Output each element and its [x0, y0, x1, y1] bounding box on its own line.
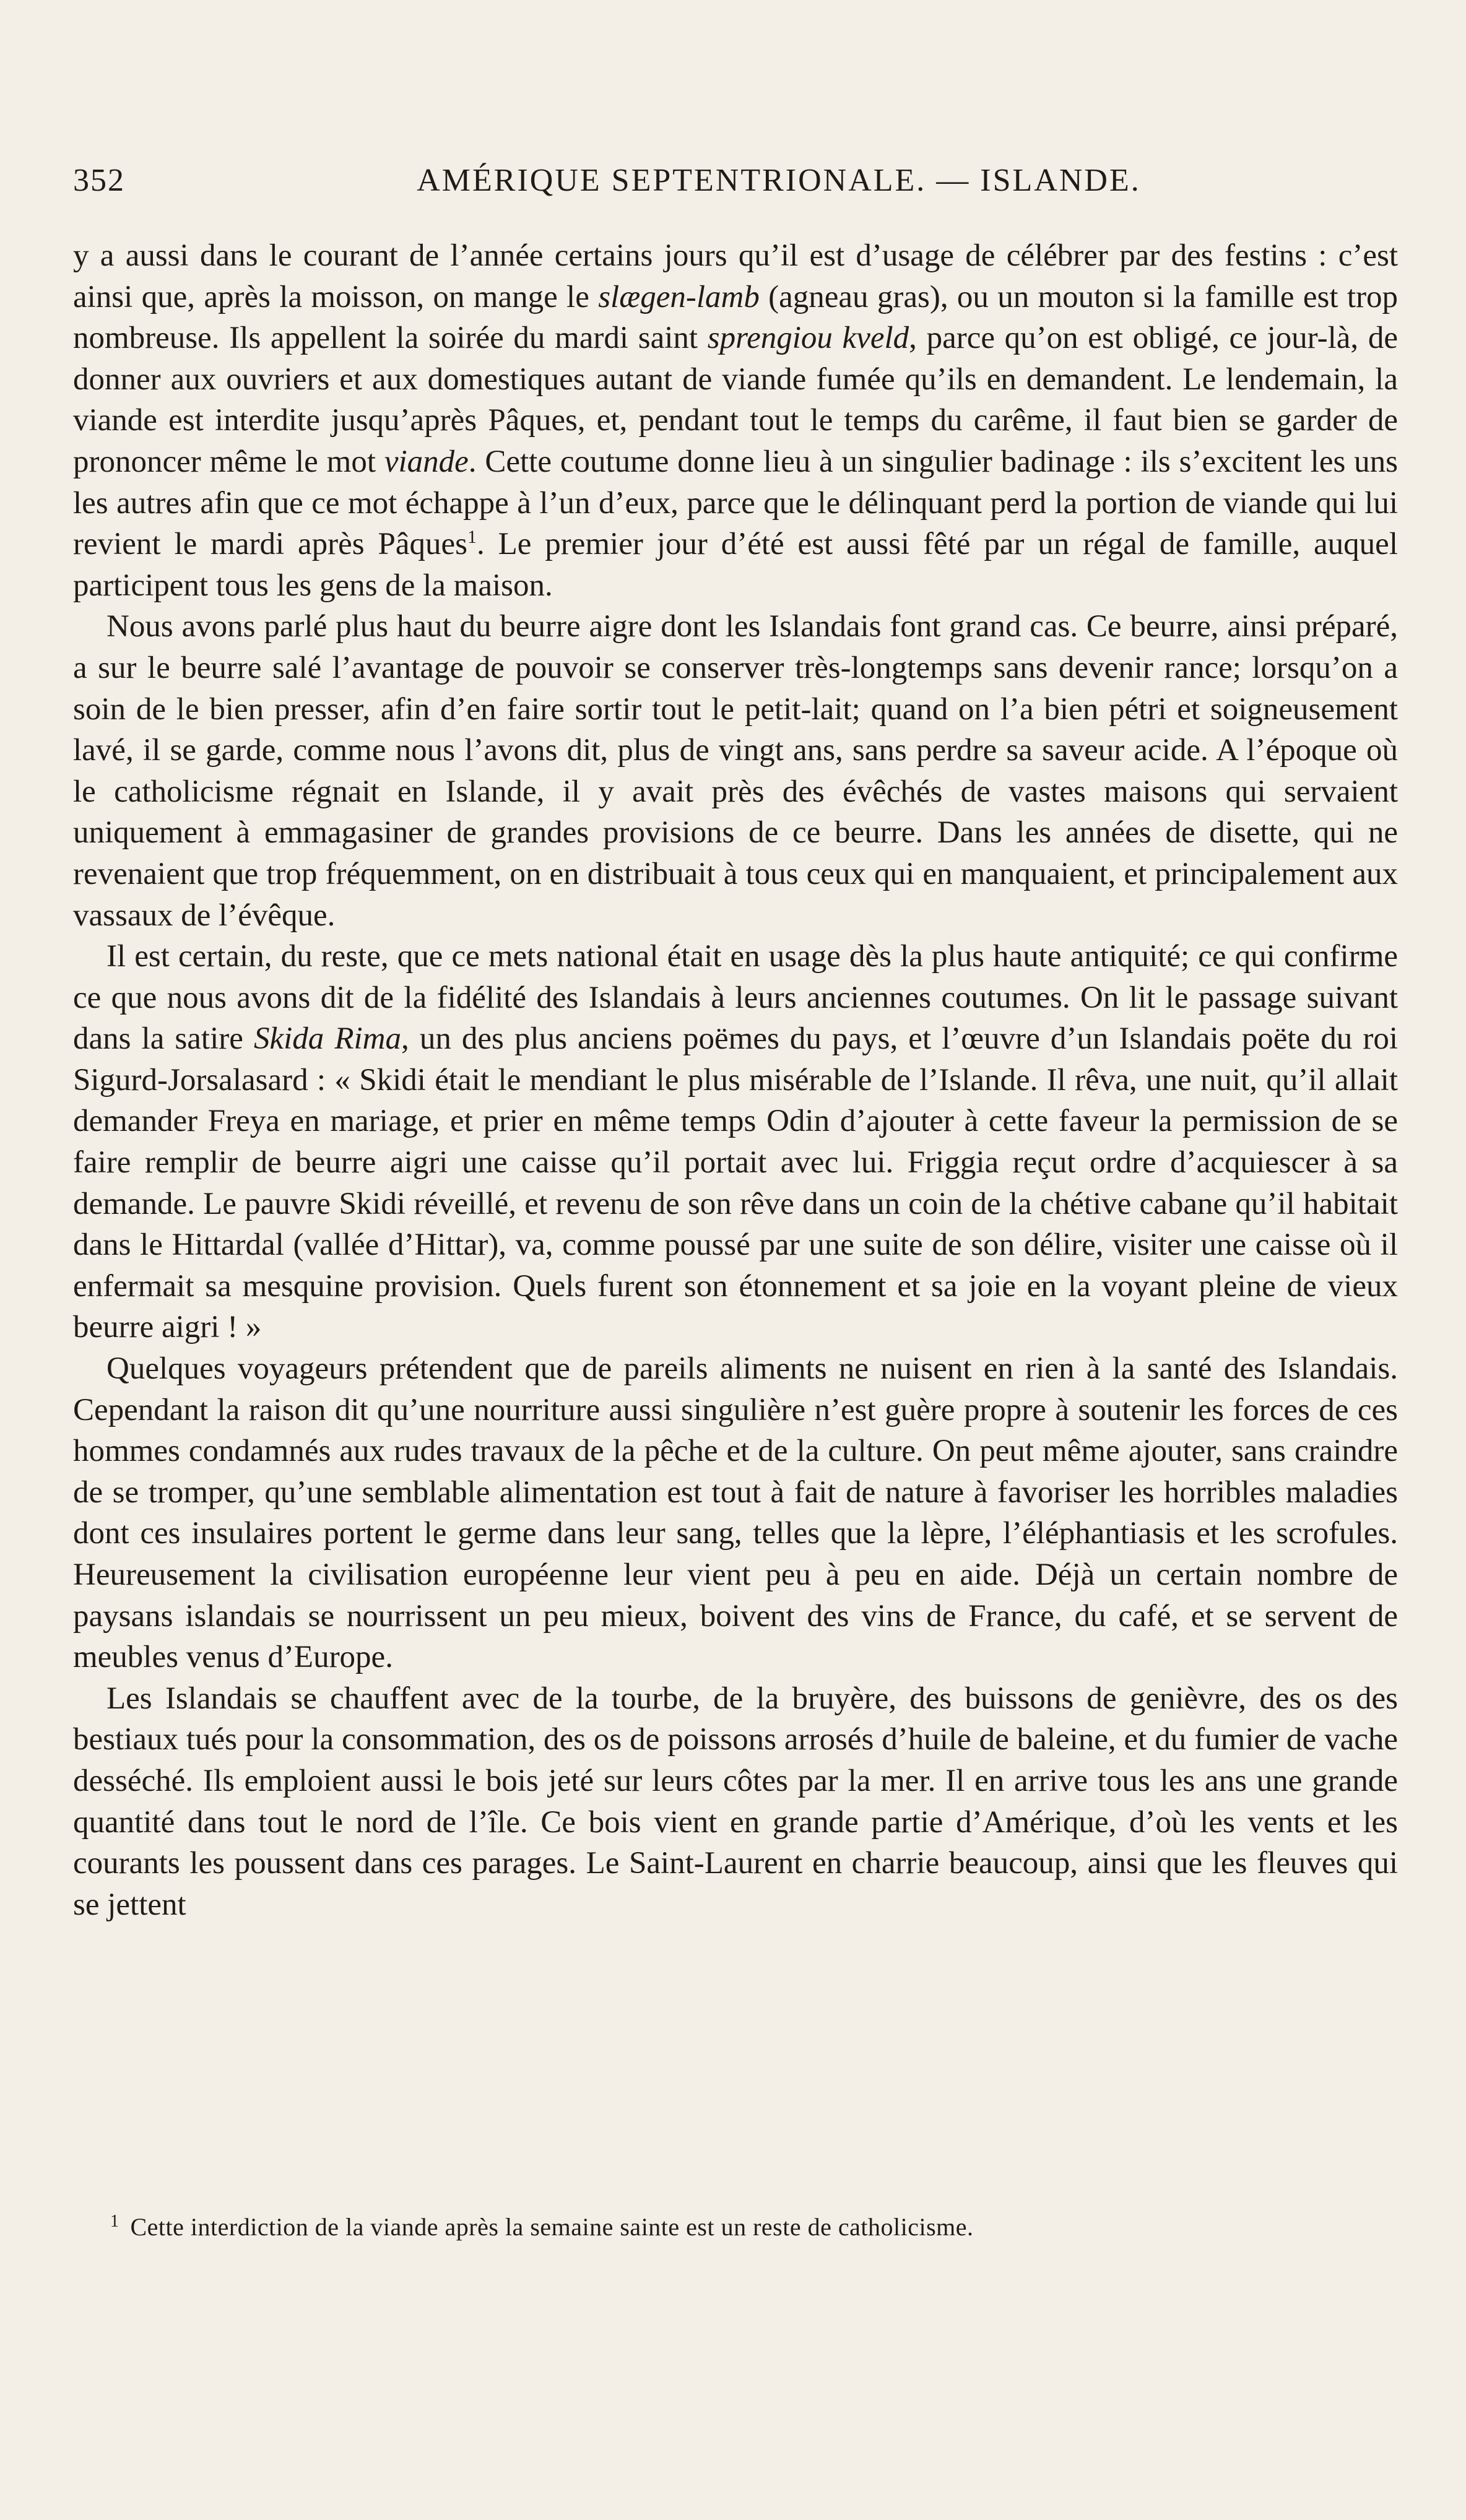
page-header	[73, 162, 1398, 212]
text-run: (agneau gras), ou un mouton si la famille est trop nombreuse. Ils appellent la soirée du mardi saint	[73, 279, 1398, 356]
text-run: , un des plus anciens poëmes du pays, et l’œuvre d’un Islandais poëte du roi Sigurd-Jorsalasard : « Skidi était le mendiant le plus misérable de l’Islande. Il rêva, une nuit, qu’il allait demander Freya en mariage, et prier en même temps Odin d’ajouter à cette faveur la permission de se faire remplir de beurre aigri une caisse qu’il portait avec lui. Friggia reçut ordre d’acquiescer à sa demande. Le pauvre Skidi réveillé, et revenu de son rêve dans un coin de la chétive cabane qu’il habitait dans le Hittardal (vallée d’Hittar), va, comme poussé par une suite de son délire, visiter une caisse où il enfermait sa mesquine provision. Quels furent son étonnement et sa joie en la voyant pleine de vieux beurre aigri ! »	[73, 1021, 1398, 1345]
body-text	[73, 235, 1398, 1925]
running-head: AMÉRIQUE SEPTENTRIONALE. — ISLANDE.	[417, 163, 1141, 198]
paragraph	[73, 235, 1398, 606]
text-run: . Cette coutume donne lieu à un singulier badinage : ils s’excitent les uns les autres afin que ce mot échappe à l’un d’eux, parce que le délinquant perd la portion de viande qui lui revient le mardi après Pâques	[73, 444, 1398, 562]
footnote-text: Cette interdiction de la viande après la semaine sainte est un reste de catholicisme.	[130, 2213, 974, 2241]
italic-text: viande	[384, 444, 469, 479]
page-number: 352	[73, 163, 125, 198]
text-run: Nous avons parlé plus haut du beurre aigre dont les Islandais font grand cas. Ce beurre, ainsi préparé, a sur le beurre salé l’avantage de pouvoir se conserver très-longtemps sans devenir rance; lorsqu’on a soin de le bien presser, afin d’en faire sortir tout le petit-lait; quand on l’a bien pétri et soigneusement lavé, il se garde, comme nous l’avons dit, plus de vingt ans, sans perdre sa saveur acide. A l’époque où le catholicisme régnait en Islande, il y avait près des évêchés de vastes maisons qui servaient uniquement à emmagasiner de grandes provisions de ce beurre. Dans les années de disette, qui ne revenaient que trop fréquemment, on en distribuait à tous ceux qui en manquaient, et principalement aux vassaux de l’évêque.	[73, 609, 1398, 933]
italic-text: slægen-lamb	[598, 279, 760, 314]
footnote	[110, 2211, 1386, 2243]
text-run: . Le premier jour d’été est aussi fêté par un régal de famille, auquel participent tous les gens de la maison.	[73, 527, 1398, 603]
text-run: Quelques voyageurs prétendent que de pareils aliments ne nuisent en rien à la santé des Islandais. Cependant la raison dit qu’une nourriture aussi singulière n’est guère propre à soutenir les forces de ces hommes condamnés aux rudes travaux de la pêche et de la culture. On peut même ajouter, sans craindre de se tromper, qu’une semblable alimentation est tout à fait de nature à favoriser les horribles maladies dont ces insulaires portent le germe dans leur sang, telles que la lèpre, l’éléphantiasis et les scrofules. Heureusement la civilisation européenne leur vient peu à peu en aide. Déjà un certain nombre de paysans islandais se nourrissent un peu mieux, boivent des vins de France, du café, et se servent de meubles venus d’Europe.	[73, 1351, 1398, 1675]
text-run: , parce qu’on est obligé, ce jour-là, de donner aux ouvriers et aux domestiques autant de viande fumée qu’ils en demandent. Le lendemain, la viande est interdite jusqu’après Pâques, et, pendant tout le temps du carême, il faut bien se garder de prononcer même le mot	[73, 321, 1398, 479]
text-run: Les Islandais se chauffent avec de la tourbe, de la bruyère, des buissons de genièvre, des os des bestiaux tués pour la consommation, des os de poissons arrosés d’huile de baleine, et du fumier de vache desséché. Ils emploient aussi le bois jeté sur leurs côtes par la mer. Il en arrive tous les ans une grande quantité dans tout le nord de l’île. Ce bois vient en grande partie d’Amérique, d’où les vents et les courants les poussent dans ces parages. Le Saint-Laurent en charrie beaucoup, ainsi que les fleuves qui se jettent	[73, 1681, 1398, 1922]
footnote-reference: 1	[467, 527, 477, 548]
italic-text: sprengiou kveld	[707, 321, 909, 356]
text-run: Il est certain, du reste, que ce mets national était en usage dès la plus haute antiquité; ce qui confirme ce que nous avons dit de la fidélité des Islandais à leurs anciennes coutumes. On lit le passage suivant dans la satire	[73, 939, 1398, 1057]
text-run: y a aussi dans le courant de l’année certains jours qu’il est d’usage de célébrer par des festins : c’est ainsi que, après la moisson, on mange le	[73, 238, 1398, 314]
paragraph	[73, 1678, 1398, 1926]
paragraph	[73, 606, 1398, 936]
italic-text: Skida Rima	[253, 1021, 401, 1057]
paragraph	[73, 1348, 1398, 1678]
paragraph	[73, 936, 1398, 1348]
footnote-marker: 1	[110, 2211, 119, 2231]
